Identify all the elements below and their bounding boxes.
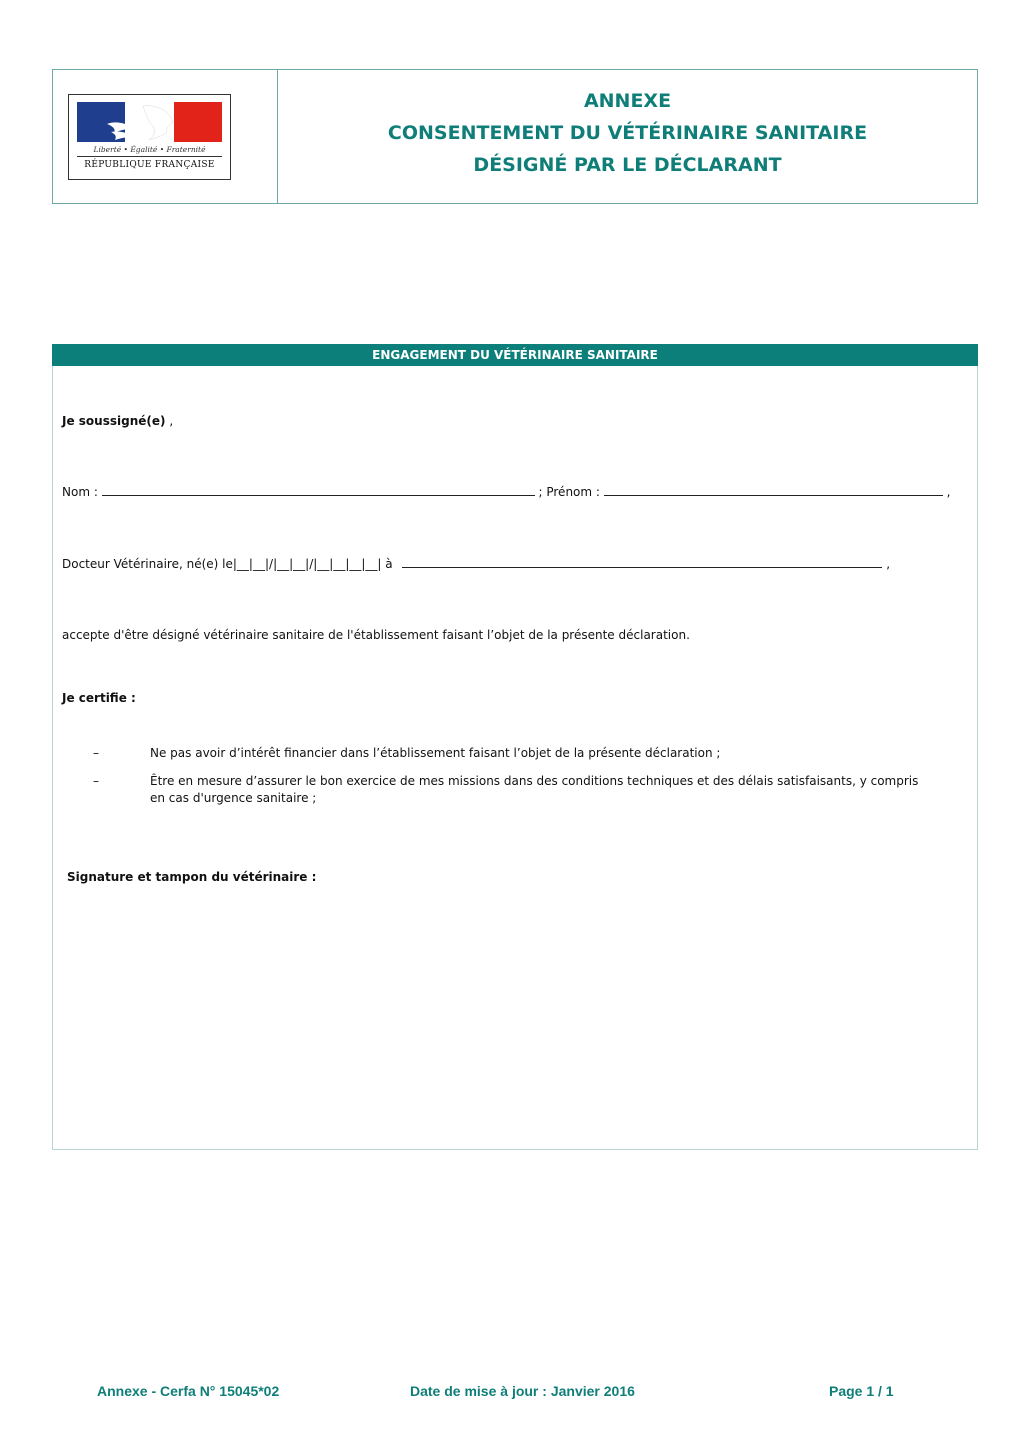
motto: Liberté • Égalité • Fraternité: [93, 145, 206, 154]
naissance-row-end: ,: [882, 557, 891, 571]
footer-page: Page 1 / 1: [829, 1383, 894, 1399]
nom-field[interactable]: [102, 484, 535, 496]
logo-cell: [53, 70, 278, 203]
docteur-label: Docteur Vétérinaire, né(e) le: [62, 557, 233, 571]
logo-divider: [77, 156, 222, 157]
signature-area[interactable]: [67, 895, 957, 1135]
signature-label: Signature et tampon du vétérinaire :: [67, 870, 317, 884]
title-line-3: DÉSIGNÉ PAR LE DÉCLARANT: [473, 153, 782, 176]
section-title: ENGAGEMENT DU VÉTÉRINAIRE SANITAIRE: [52, 344, 978, 366]
prenom-label: ; Prénom :: [534, 485, 604, 499]
soussigne-label: Je soussigné(e): [62, 414, 166, 428]
republique-francaise: RÉPUBLIQUE FRANÇAISE: [84, 160, 215, 170]
title-line-1: ANNEXE: [583, 89, 672, 112]
flag-marianne-icon: [77, 102, 222, 142]
list-item-text: Ne pas avoir d’intérêt financier dans l’établissement faisant l’objet de la présente déclaration ;: [150, 746, 721, 760]
header-title: [278, 70, 977, 203]
soussigne-suffix: ,: [165, 414, 174, 428]
form-header: [52, 69, 978, 204]
naissance-row: [62, 556, 890, 571]
accepte-text: accepte d'être désigné vétérinaire sanitaire de l'établissement faisant l’objet de la présente déclaration.: [62, 628, 690, 642]
title-line-2: CONSENTEMENT DU VÉTÉRINAIRE SANITAIRE: [387, 121, 868, 144]
prenom-field[interactable]: [604, 484, 943, 496]
certifie-label: Je certifie :: [62, 691, 136, 705]
footer-date: Date de mise à jour : Janvier 2016: [410, 1383, 635, 1399]
nom-row: [62, 484, 950, 499]
soussigne-line: [62, 414, 173, 428]
nom-label: Nom :: [62, 485, 102, 499]
engagement-section: [52, 344, 978, 1150]
list-dash: –: [93, 774, 99, 788]
a-label: à: [381, 557, 397, 571]
list-item-text: Être en mesure d’assurer le bon exercice de mes missions dans des conditions techniques et des délais satisfaisants, y compris en cas d'urgence sanitaire ;: [150, 774, 919, 805]
footer-cerfa: Annexe - Cerfa N° 15045*02: [97, 1383, 280, 1399]
birth-place-field[interactable]: [402, 556, 882, 568]
birth-date-field[interactable]: |__|__|/|__|__|/|__|__|__|__|: [232, 557, 382, 571]
list-dash: –: [93, 746, 99, 760]
marianne-logo: [68, 94, 231, 180]
nom-row-end: ,: [942, 485, 951, 499]
